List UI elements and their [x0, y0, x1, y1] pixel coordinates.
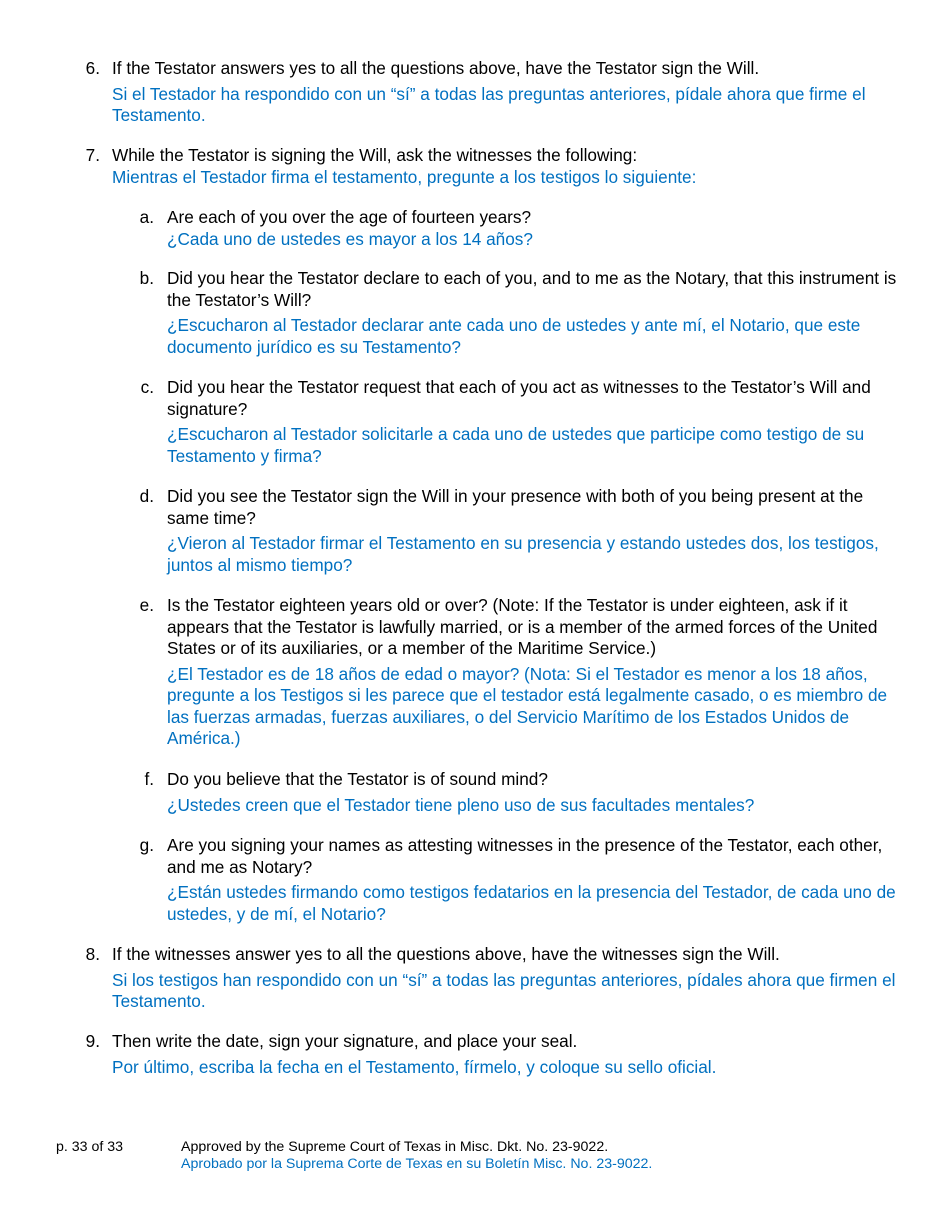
subitem-text-en: Are you signing your names as attesting witnesses in the presence of the Testator, each other, and me as Notary? [167, 835, 883, 877]
sub-list-item [167, 377, 902, 467]
item-number: 7. [85, 145, 100, 165]
item-text-es: Si los testigos han respondido con un “sí” a todas las preguntas anteriores, pídales ahora que firmen el Testamento. [112, 969, 896, 1011]
sub-list-item [167, 835, 902, 925]
sub-list-item [167, 769, 902, 816]
item-text-es: Por último, escriba la fecha en el Testamento, fírmelo, y coloque su sello oficial. [112, 1056, 717, 1077]
subitem-text-es: ¿Cada uno de ustedes es mayor a los 14 años? [167, 228, 533, 249]
subitem-text-en: Is the Testator eighteen years old or over? (Note: If the Testator is under eighteen, ask if it appears that the Testator is lawfully married, or is a member of the armed forces of the United States or of its auxiliaries, or a member of the Maritime Service.) [167, 595, 878, 658]
subitem-text-en: Are each of you over the age of fourteen years? [167, 207, 532, 227]
subitem-letter: b. [139, 268, 154, 288]
subitem-text-en: Did you hear the Testator request that each of you act as witnesses to the Testator’s Will and signature? [167, 377, 871, 419]
subitem-letter: d. [139, 486, 154, 506]
item-text-en: While the Testator is signing the Will, ask the witnesses the following: [112, 145, 638, 165]
item-text-en: If the Testator answers yes to all the questions above, have the Testator sign the Will. [112, 58, 760, 78]
subitem-text-es: ¿Vieron al Testador firmar el Testamento en su presencia y estando ustedes dos, los testigos, juntos al mismo tiempo? [167, 533, 879, 575]
sub-list-item [167, 595, 902, 750]
subitem-letter: c. [140, 377, 154, 397]
subitem-text-es: ¿Están ustedes firmando como testigos fedatarios en la presencia del Testador, de cada uno de ustedes, y de mí, el Notario? [167, 882, 896, 924]
subitem-text-es: ¿Escucharon al Testador declarar ante cada uno de ustedes y ante mí, el Notario, que este documento jurídico es su Testamento? [167, 315, 861, 357]
list-item [112, 58, 902, 127]
list-item [112, 145, 902, 188]
item-text-en: Then write the date, sign your signature, and place your seal. [112, 1031, 578, 1051]
subitem-text-es: ¿Escucharon al Testador solicitarle a cada uno de ustedes que participe como testigo de su Testamento y firma? [167, 424, 865, 466]
item-number: 6. [85, 58, 100, 78]
item-number: 8. [85, 944, 100, 964]
item-text-es: Mientras el Testador firma el testamento, pregunte a los testigos lo siguiente: [112, 166, 697, 187]
subitem-letter: f. [144, 769, 154, 789]
item-text-en: If the witnesses answer yes to all the questions above, have the witnesses sign the Will. [112, 944, 780, 964]
subitem-text-en: Did you hear the Testator declare to each of you, and to me as the Notary, that this instrument is the Testator’s Will? [167, 268, 897, 310]
subitem-text-es: ¿El Testador es de 18 años de edad o mayor? (Nota: Si el Testador es menor a los 18 años, pregunte a los Testigos si les parece que el testador está legalmente casado, o es miembro de las fuerzas armadas, fuerzas auxiliares, o del Servicio Marítimo de los Estados Unidos de América.) [167, 663, 888, 748]
item-text-es: Si el Testador ha respondido con un “sí” a todas las preguntas anteriores, pídale ahora que firme el Testamento. [112, 83, 866, 125]
item-number: 9. [85, 1031, 100, 1051]
subitem-letter: e. [139, 595, 154, 615]
sub-list-item [167, 268, 902, 358]
page-number: p. 33 of 33 [56, 1139, 124, 1155]
subitem-text-en: Did you see the Testator sign the Will in your presence with both of you being present at the same time? [167, 486, 864, 528]
footer-approval [181, 1139, 881, 1173]
footer-approval-es: Aprobado por la Suprema Corte de Texas en su Boletín Misc. No. 23-9022. [181, 1156, 653, 1172]
subitem-text-es: ¿Ustedes creen que el Testador tiene pleno uso de sus facultades mentales? [167, 794, 755, 815]
list-item [112, 1031, 902, 1078]
list-item [112, 944, 902, 1013]
subitem-letter: g. [139, 835, 154, 855]
subitem-letter: a. [139, 207, 154, 227]
subitem-text-en: Do you believe that the Testator is of sound mind? [167, 769, 548, 789]
sub-list-item [167, 486, 902, 576]
footer-approval-en: Approved by the Supreme Court of Texas in Misc. Dkt. No. 23-9022. [181, 1139, 609, 1155]
sub-list-item [167, 207, 902, 250]
